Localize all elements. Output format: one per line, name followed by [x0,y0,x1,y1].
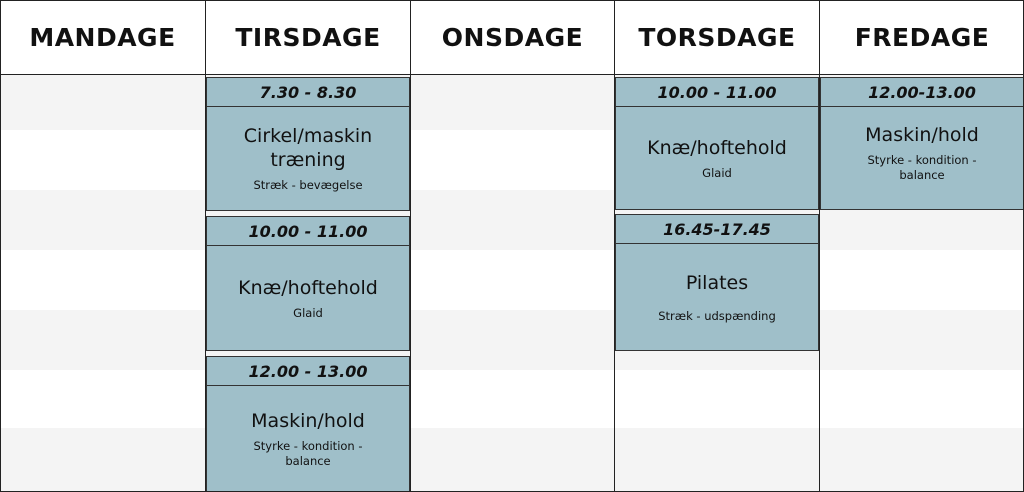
session-subtitle: Glaid [293,305,323,320]
session-card[interactable] [615,77,819,210]
session-card[interactable] [820,77,1024,210]
day-header-friday: FREDAGE [820,0,1024,75]
row-stripe [0,428,1024,492]
session-subtitle: Styrke - kondition - balance [867,153,977,182]
session-title: Pilates [685,271,749,294]
session-subtitle: Styrke - kondition - balance [253,438,363,468]
row-stripe [0,310,1024,370]
session-subtitle: Stræk - bevægelse [253,178,363,192]
day-header-monday: MANDAGE [0,0,205,75]
day-header-wednesday: ONSDAGE [411,0,614,75]
session-card[interactable] [206,216,410,351]
row-stripe [0,370,1024,428]
session-time: 12.00 - 13.00 [207,357,409,386]
session-card[interactable] [615,214,819,351]
session-time: 7.30 - 8.30 [207,78,409,107]
session-time: 12.00-13.00 [821,78,1023,107]
day-header-thursday: TORSDAGE [615,0,819,75]
session-title: Knæ/hoftehold [238,276,378,299]
session-title: Maskin/hold [865,124,979,146]
session-time: 10.00 - 11.00 [616,78,818,107]
session-subtitle: Stræk - udspænding [658,308,776,323]
day-header-tuesday: TIRSDAGE [206,0,410,75]
session-card[interactable] [206,356,410,492]
session-subtitle: Glaid [702,165,732,180]
session-title: Cirkel/maskin træning [243,125,373,171]
session-time: 10.00 - 11.00 [207,217,409,246]
session-card[interactable] [206,77,410,211]
row-stripe [0,250,1024,310]
session-title: Maskin/hold [251,409,365,432]
session-title: Knæ/hoftehold [647,136,787,159]
session-time: 16.45-17.45 [616,215,818,244]
